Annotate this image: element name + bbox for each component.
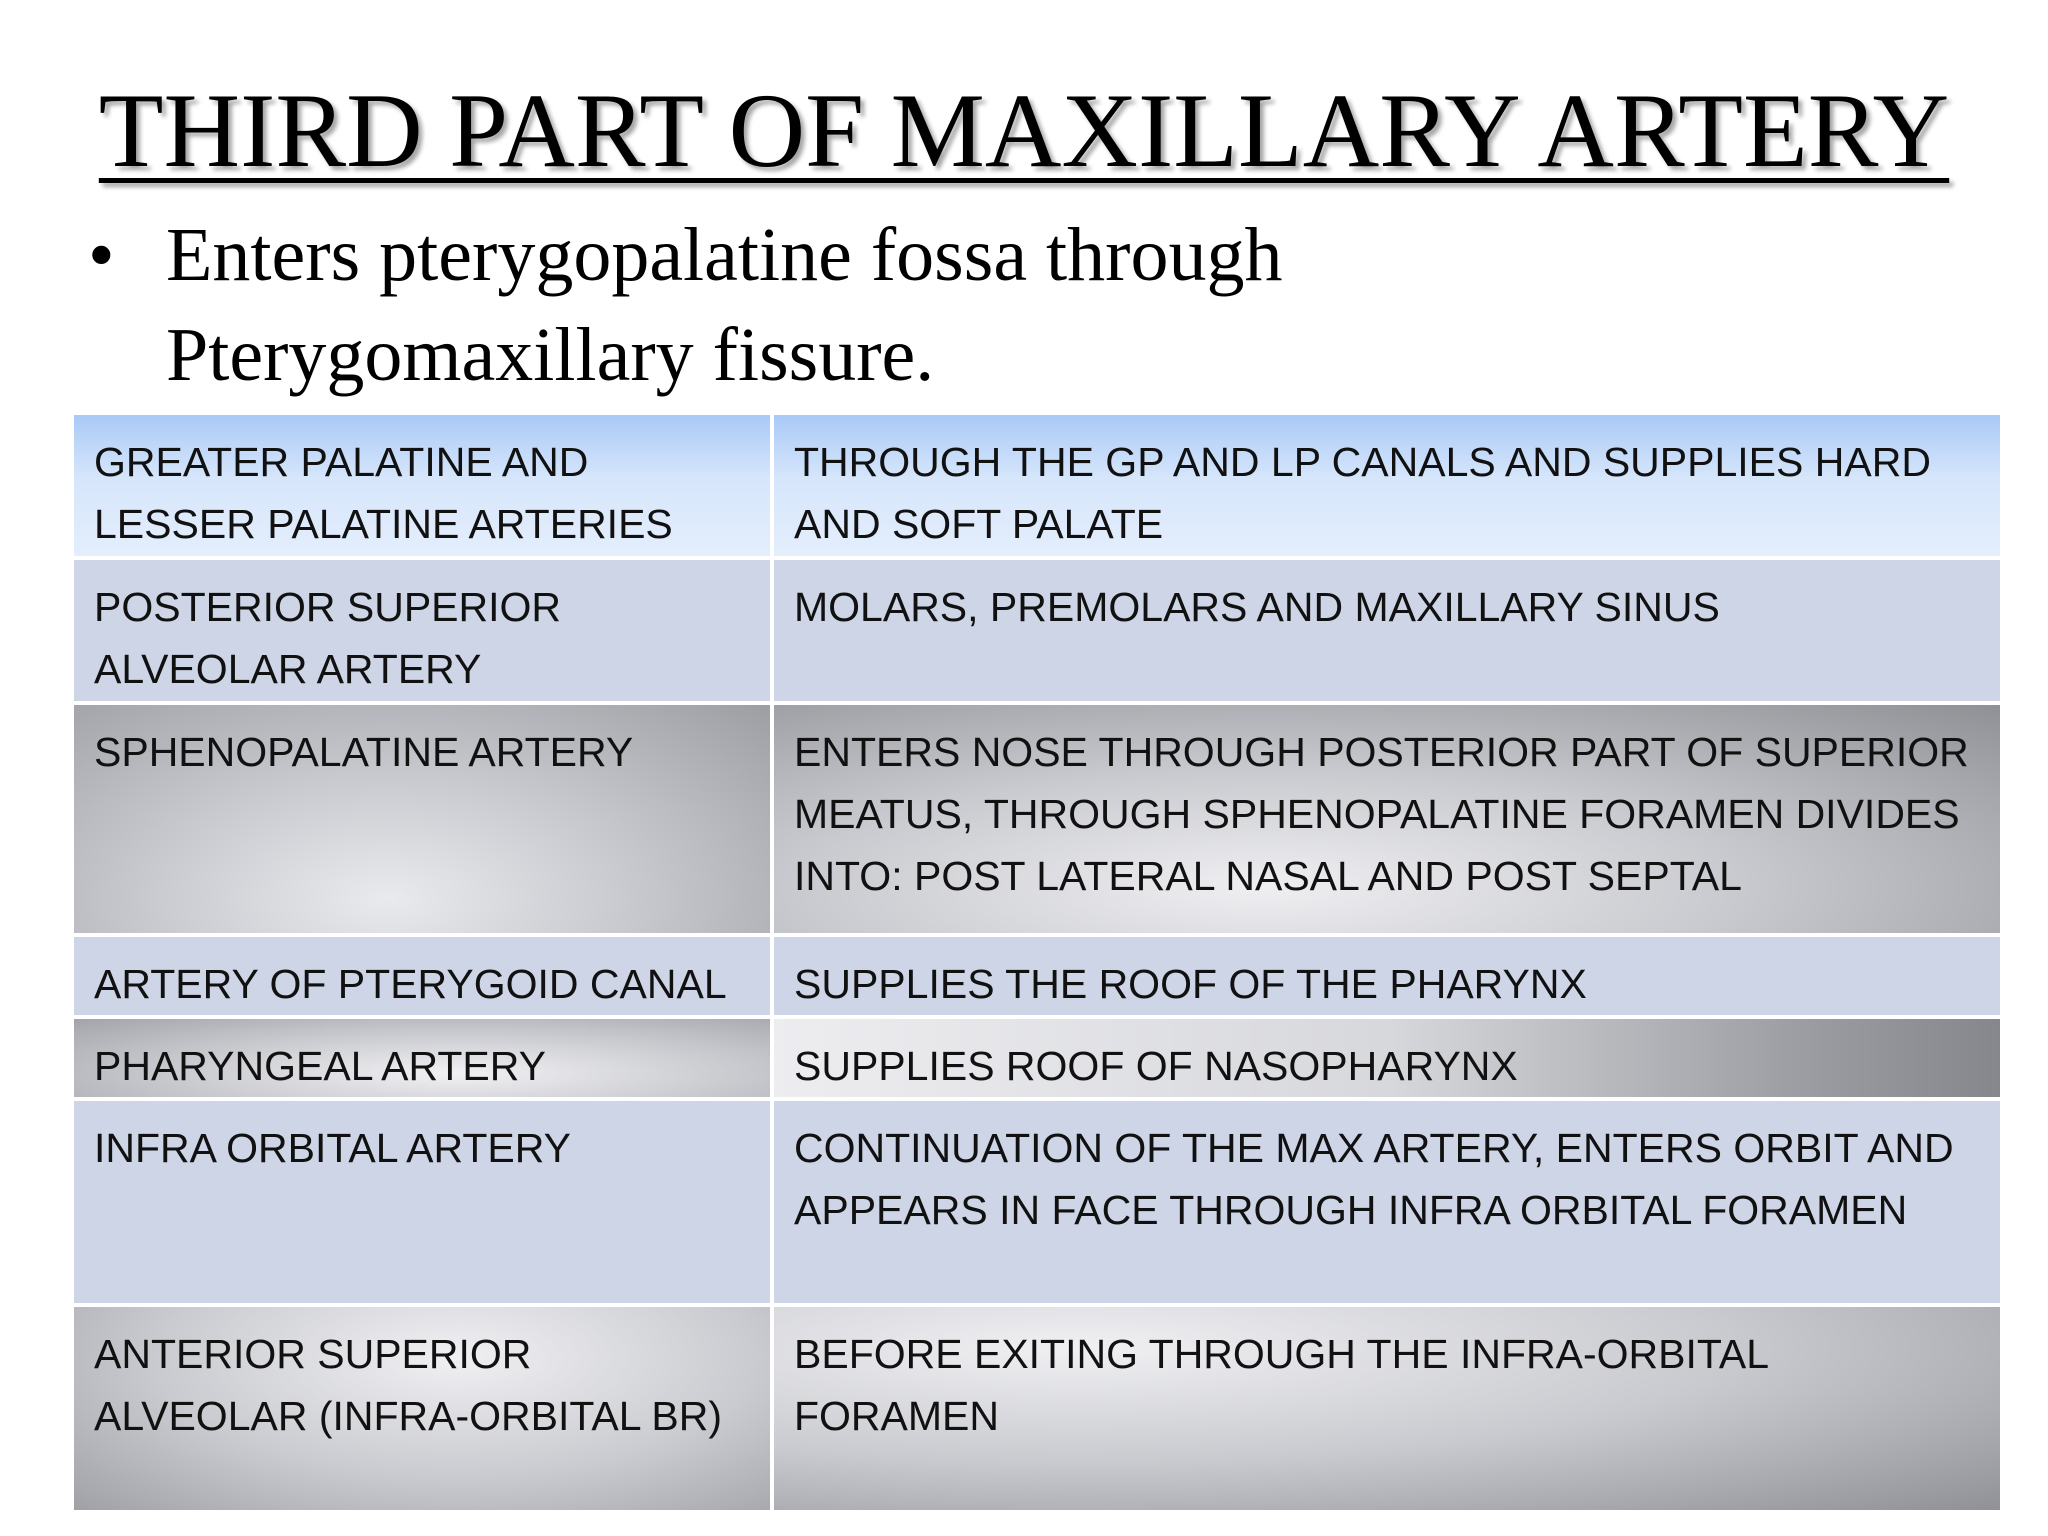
branch-name-cell: INFRA ORBITAL ARTERY — [72, 1099, 772, 1305]
table-row — [72, 935, 2002, 1017]
bullet-line-1: Enters pterygopalatine fossa through — [166, 213, 1283, 297]
branch-description-cell: SUPPLIES ROOF OF NASOPHARYNX — [772, 1017, 2002, 1099]
bullet-icon: • — [88, 213, 115, 297]
branch-name-cell: GREATER PALATINE AND LESSER PALATINE ARTERIES — [72, 413, 772, 558]
table-row — [72, 1305, 2002, 1512]
bullet-text — [166, 205, 1486, 405]
bullet-line-2: Pterygomaxillary fissure. — [166, 313, 935, 397]
table-row — [72, 413, 2002, 558]
branch-description-cell: ENTERS NOSE THROUGH POSTERIOR PART OF SUPERIOR MEATUS, THROUGH SPHENOPALATINE FORAMEN DIVIDES INTO: POST LATERAL NASAL AND POST SEPTAL — [772, 703, 2002, 935]
branch-description-cell: BEFORE EXITING THROUGH THE INFRA-ORBITAL FORAMEN — [772, 1305, 2002, 1512]
branches-table — [70, 411, 2004, 1514]
table-row — [72, 558, 2002, 703]
table-row — [72, 1017, 2002, 1099]
table-row — [72, 1099, 2002, 1305]
branch-description-cell: THROUGH THE GP AND LP CANALS AND SUPPLIES HARD AND SOFT PALATE — [772, 413, 2002, 558]
table-row — [72, 703, 2002, 935]
branch-description-cell: SUPPLIES THE ROOF OF THE PHARYNX — [772, 935, 2002, 1017]
branch-name-cell: PHARYNGEAL ARTERY — [72, 1017, 772, 1099]
branch-name-cell: ANTERIOR SUPERIOR ALVEOLAR (INFRA-ORBITAL BR) — [72, 1305, 772, 1512]
branch-description-cell: CONTINUATION OF THE MAX ARTERY, ENTERS ORBIT AND APPEARS IN FACE THROUGH INFRA ORBITAL FORAMEN — [772, 1099, 2002, 1305]
branch-name-cell: SPHENOPALATINE ARTERY — [72, 703, 772, 935]
slide-title: THIRD PART OF MAXILLARY ARTERY — [98, 72, 1950, 189]
branch-description-cell: MOLARS, PREMOLARS AND MAXILLARY SINUS — [772, 558, 2002, 703]
branch-name-cell: POSTERIOR SUPERIOR ALVEOLAR ARTERY — [72, 558, 772, 703]
branch-name-cell: ARTERY OF PTERYGOID CANAL — [72, 935, 772, 1017]
